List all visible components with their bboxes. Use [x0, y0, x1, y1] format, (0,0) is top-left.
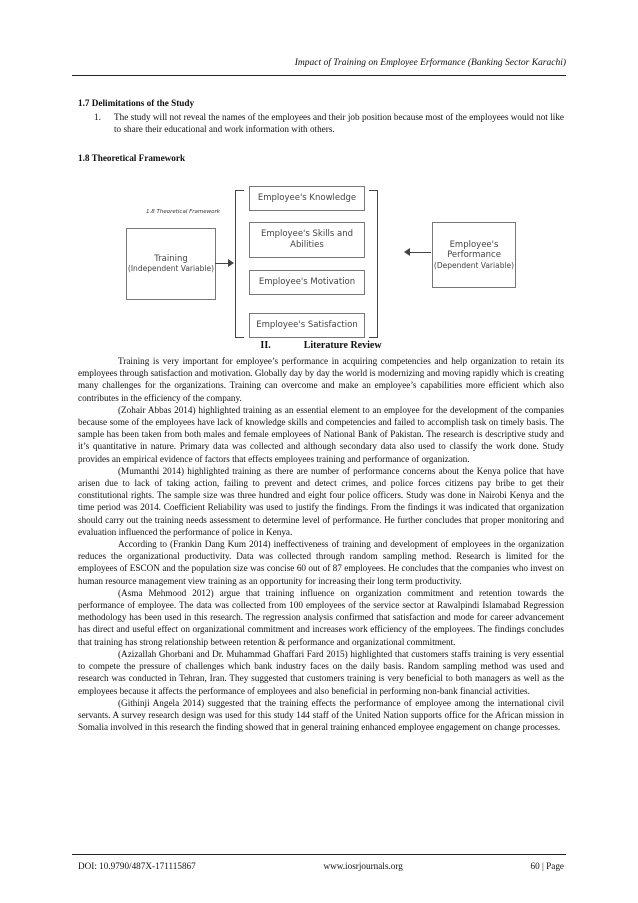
paragraph: According to (Frankin Dang Kum 2014) ineffectiveness of training and development of employees in the organization reduces the organizational productivity. Data was collected through random sampling method. Research is limited for the employees of ESCON and the population size was concise 60 out of 87 employees. He concludes that the companies who invest on human resource management view training as an opportunity for increasing their long term productivity. [78, 539, 564, 586]
list-item-number: 1. [94, 112, 101, 123]
paragraph: (Asma Mehmood 2012) argue that training influence on organization commitment and retention towards the performance of employee. The data was collected from 100 employees of the service sector at Rawalpindi Islamabad Regression methodology has been used in this research. The regression analysis confirmed that satisfaction and mode for career advancement has direct and useful effect on organizational commitment and increases work efficiency of the employees. The findings concludes that training has strong relationship between retention & performance and organizational commitment. [78, 587, 564, 647]
running-head: Impact of Training on Employee Erformance (Banking Sector Karachi) [294, 58, 566, 68]
section-heading-1-8: 1.8 Theoretical Framework [78, 152, 186, 163]
footer-rule [72, 854, 566, 855]
footer-doi: DOI: 10.9790/487X-171115867 [78, 861, 196, 871]
dependent-variable-box [432, 222, 516, 288]
footer-website: www.iosrjournals.org [323, 861, 403, 871]
section-title-literature-review [78, 340, 564, 352]
figure-caption: 1.8 Theoretical Framework [146, 208, 220, 215]
mediator-label: Employee's Knowledge [257, 193, 357, 204]
mediator-label: Employee's Skills and Abilities [260, 229, 354, 250]
section-numeral: II. [260, 339, 271, 351]
section-title: Literature Review [303, 339, 382, 351]
dependent-variable-label: (Dependent Variable) [433, 260, 515, 270]
dependent-variable-title: Employee's Performance [447, 239, 501, 261]
section-heading-1-7: 1.7 Delimitations of the Study [78, 98, 195, 108]
paragraph: Training is very important for employee’s performance in acquiring competencies and help organization to retain its employees through satisfaction and motivation. Globally day by day the world is modernizing and moving rapidly which is creating many challenges for the organizations. Training can overcome and make an employee’s capabilities more efficient which also contributes in the efficiency of the company. [78, 356, 564, 403]
independent-variable-title: Training [154, 253, 188, 264]
mediator-box-skills [249, 222, 365, 258]
list-item [94, 111, 564, 135]
mediator-label: Employee's Satisfaction [256, 320, 358, 331]
arrow-performance-to-mediators [409, 252, 431, 253]
paragraph: (Mumanthi 2014) highlighted training as there are number of performance concerns about the Kenya police that have arisen due to lack of taking action, failing to prevent and detect crimes, and police forces citizens pay bribe to get their constitutional rights. The sample size was three hundred and eight four police officers. Study was done in Nairobi Kenya and the time period was 2014. Coefficient Reliability was used to justify the findings. From the findings it was indicated that organization should carry out the training needs assessment to determine level of performance. He further concludes that proper monitoring and evaluation influenced the performance of police in Kenya. [78, 465, 564, 537]
mediator-box-knowledge [249, 186, 365, 211]
arrowhead-right-icon [228, 259, 234, 267]
footer-page-number: 60 | Page [530, 861, 564, 871]
theoretical-framework-figure [78, 168, 564, 336]
header-rule [72, 75, 566, 76]
paragraph: (Zohair Abbas 2014) highlighted training as an essential element to an employee for the development of the companies because some of the employees have lack of knowledge skills and competencies and failed to accomplish task on timely basis. The sample has been taken from both males and female employees of National Bank of Pakistan. The research is descriptive study and it’s quantitative in nature. Primary data was collected and although secondary data also used to classify the work done. Study provides an empirical evidence of factors that effects employees training and performance of organization. [78, 404, 564, 464]
independent-variable-label: (Independent Variable) [127, 264, 215, 274]
independent-variable-box [126, 228, 216, 300]
left-bracket [235, 190, 244, 338]
paragraph: (Githinji Angela 2014) suggested that the training effects the performance of employee among the international civil servants. A survey research design was used for this study 144 staff of the United Nation supports office for the African mission in Somalia involved in this research the finding showed that in general training enhanced employee engagement on change processes. [78, 697, 564, 733]
paragraph: (Azizallah Ghorbani and Dr. Muhammad Ghaffari Fard 2015) highlighted that customers staffs training is very essential to compete the pressure of challenges which bank industry faces on the daily basis. Random sampling method was used and research was conducted in Tehran, Iran. They suggested that customers training is very beneficial to both managers as well as the employees because it affects the performance of employees and also beneficial in performing non-bank financial activities. [78, 648, 564, 696]
mediator-box-motivation [249, 270, 365, 295]
page-body [78, 97, 564, 733]
page-footer [78, 861, 564, 871]
mediator-box-satisfaction [249, 313, 365, 338]
list-item-text: The study will not reveal the names of the employees and their job position because most of the employees would not like to share their educational and work information with others. [114, 112, 564, 135]
mediator-label: Employee's Motivation [258, 277, 356, 288]
right-bracket [369, 190, 378, 338]
